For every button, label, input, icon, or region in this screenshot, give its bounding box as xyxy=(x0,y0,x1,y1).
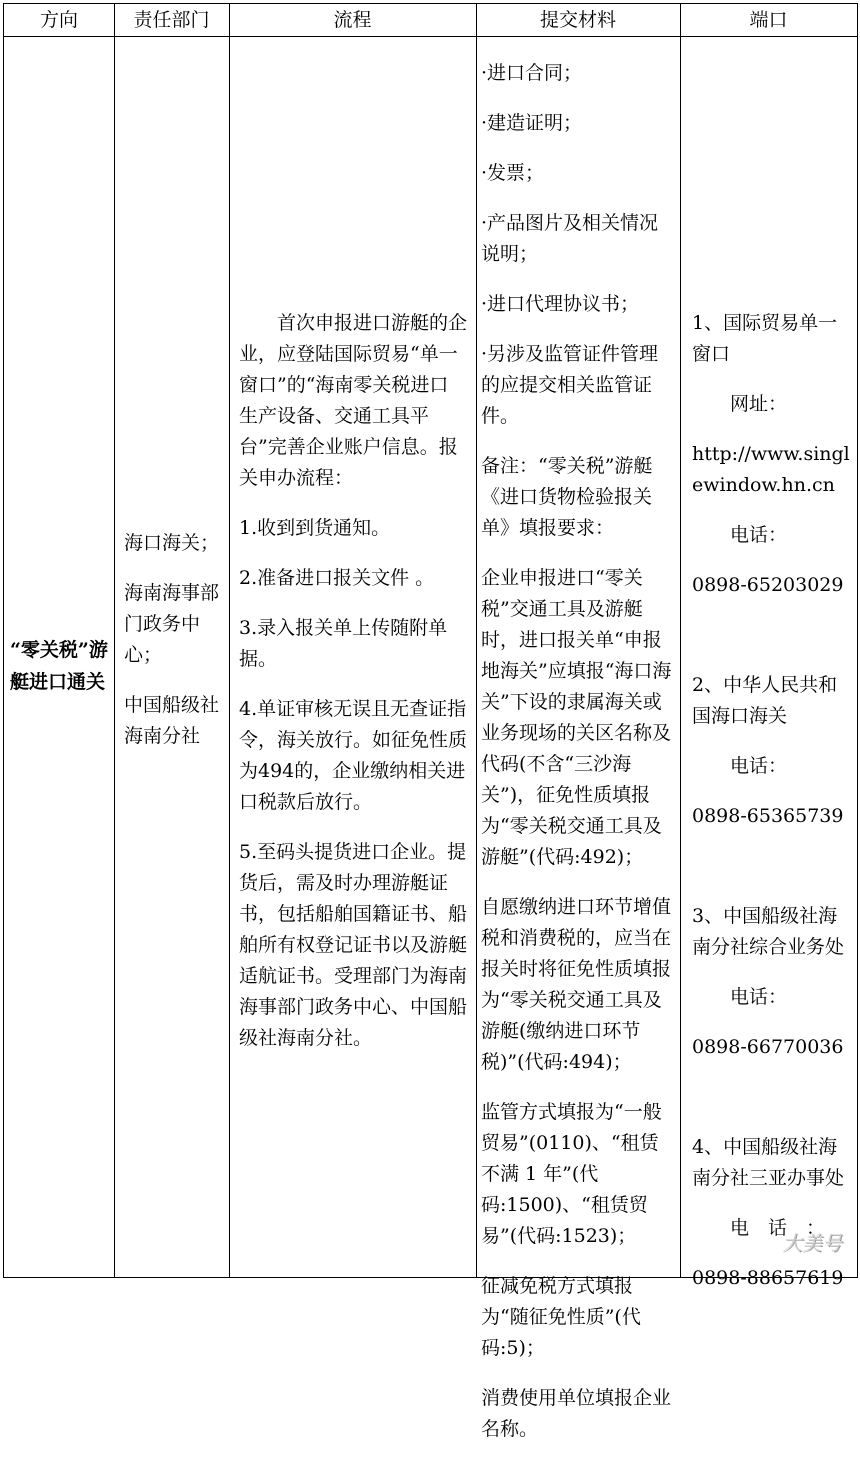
department-cell xyxy=(124,509,220,771)
process-step: 1.收到到货通知。 xyxy=(239,517,391,539)
col-divider xyxy=(680,4,681,1277)
col-divider xyxy=(114,4,115,1277)
process-step: 2.准备进口报关文件 。 xyxy=(239,567,435,589)
port-name: 4、中国船级社海南分社三亚办事处 xyxy=(692,1136,845,1189)
port-phone: 0898-65365739 xyxy=(692,805,844,827)
material-item: ·产品图片及相关情况说明； xyxy=(481,212,659,265)
material-item: ·发票； xyxy=(481,162,545,184)
port-phone: 0898-66770036 xyxy=(692,1036,844,1058)
direction-cell: “零关税”游艇进口通关 xyxy=(10,639,108,693)
material-note: 监管方式填报为“一般贸易”(0110)、“租赁不满 1 年”(代码:1500)、“租赁贸易”(代码:1523)； xyxy=(481,1101,662,1247)
material-item: ·进口代理协议书； xyxy=(481,293,640,315)
material-item: ·进口合同； xyxy=(481,62,583,84)
process-cell xyxy=(239,289,467,1073)
process-step: 5.至码头提货进口企业。提货后，需及时办理游艇证书，包括船舶国籍证书、船舶所有权登记证书以及游艇适航证书。受理部门为海南海事部门政务中心、中国船级社海南分社。 xyxy=(239,841,468,1049)
department-item: 海南海事部门政务中心； xyxy=(124,582,220,666)
department-item: 中国船级社海南分社 xyxy=(124,694,220,747)
process-step: 4.单证审核无误且无查证指令，海关放行。如征免性质为494的，企业缴纳相关进口税款后放行。 xyxy=(239,698,468,813)
port-phone: 0898-88657619 xyxy=(692,1267,844,1289)
header-materials: 提交材料 xyxy=(539,9,616,31)
watermark-logo: 大美号 xyxy=(782,1231,842,1255)
material-note: 自愿缴纳进口环节增值税和消费税的，应当在报关时将征免性质填报为“零关税交通工具及游艇(缴纳进口环节税)”(代码:494)； xyxy=(481,896,672,1073)
port-phone: 0898-65203029 xyxy=(692,574,844,596)
header-process: 流程 xyxy=(333,9,372,31)
material-note: 备注：“零关税”游艇《进口货物检验报关单》填报要求： xyxy=(481,455,653,539)
material-item: ·另涉及监管证件管理的应提交相关监管证件。 xyxy=(481,343,659,427)
port-label: 电 话 ： xyxy=(730,1217,826,1239)
port-name: 2、中华人民共和国海口海关 xyxy=(692,674,838,727)
header-port: 端口 xyxy=(749,9,788,31)
port-label: 网址： xyxy=(730,393,788,415)
process-step: 3.录入报关单上传随附单据。 xyxy=(239,617,448,670)
material-note: 消费使用单位填报企业名称。 xyxy=(481,1387,672,1440)
port-label: 电话： xyxy=(730,755,788,777)
materials-cell xyxy=(481,39,673,1464)
header-department: 责任部门 xyxy=(133,9,210,31)
header-direction: 方向 xyxy=(39,9,78,31)
port-url[interactable]: http://www.singlewindow.hn.cn xyxy=(692,443,850,496)
port-name: 3、中国船级社海南分社综合业务处 xyxy=(692,905,845,958)
process-intro: 首次申报进口游艇的企业，应登陆国际贸易“单一窗口”的“海南零关税进口生产设备、交通工具平台”完善企业账户信息。报关申办流程： xyxy=(239,312,468,489)
header-divider xyxy=(4,36,857,37)
port-name: 1、国际贸易单一窗口 xyxy=(692,312,838,365)
port-label: 电话： xyxy=(730,524,788,546)
port-cell xyxy=(692,289,852,1313)
col-divider xyxy=(476,4,477,1277)
material-note: 征减免税方式填报为“随征免性质”(代码:5)； xyxy=(481,1275,641,1359)
col-divider xyxy=(229,4,230,1277)
material-item: ·建造证明； xyxy=(481,112,583,134)
material-note: 企业申报进口“零关税”交通工具及游艇时，进口报关单“申报地海关”应填报“海口海关”下设的隶属海关或业务现场的关区名称及代码(不含“三沙海关”)，征免性质填报为“零关税交通工具及游艇”(代码:492)； xyxy=(481,567,672,868)
port-label: 电话： xyxy=(730,986,788,1008)
department-item: 海口海关； xyxy=(124,532,220,554)
customs-table xyxy=(3,3,858,1440)
